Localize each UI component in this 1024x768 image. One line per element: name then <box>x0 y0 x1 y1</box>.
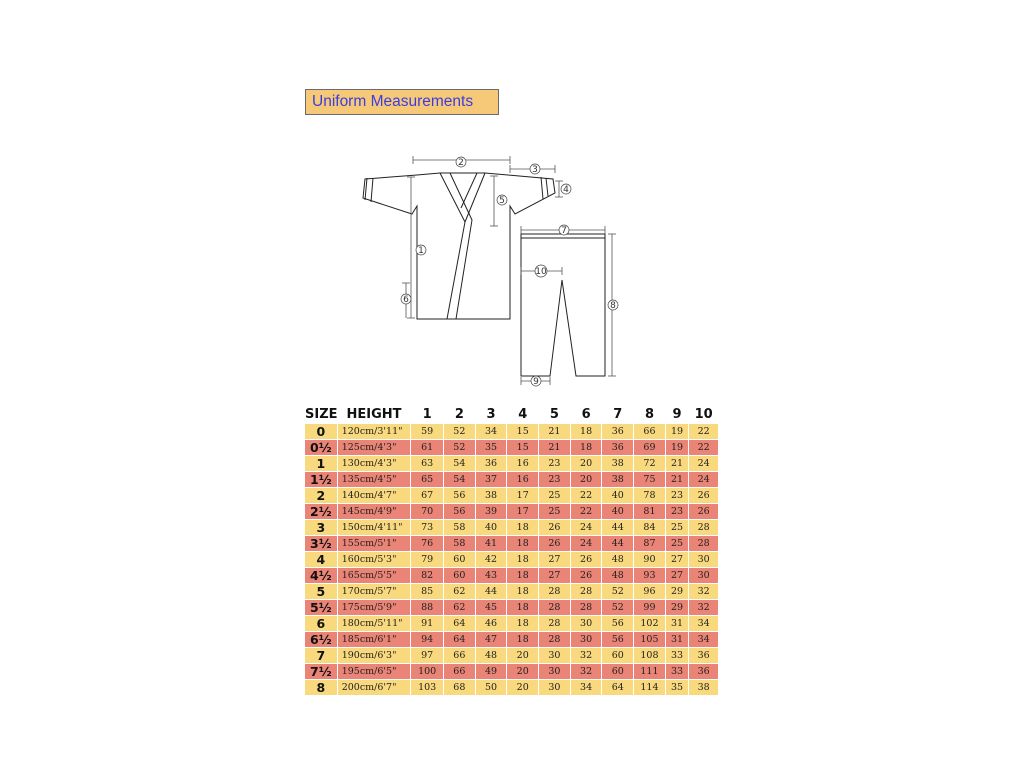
value-cell: 24 <box>570 520 602 536</box>
size-cell: 0 <box>305 424 338 440</box>
uniform-diagram <box>355 150 625 390</box>
value-cell: 64 <box>444 616 476 632</box>
value-cell: 50 <box>475 680 507 696</box>
marker-3 <box>530 164 540 175</box>
height-cell: 190cm/6'3" <box>337 648 411 664</box>
value-cell: 15 <box>507 440 539 456</box>
height-cell: 160cm/5'3" <box>337 552 411 568</box>
value-cell: 29 <box>665 600 689 616</box>
size-cell: 1 <box>305 456 338 472</box>
jacket-drawing <box>363 173 555 319</box>
svg-text:5: 5 <box>499 196 505 206</box>
value-cell: 78 <box>634 488 666 504</box>
value-cell: 66 <box>444 664 476 680</box>
value-cell: 41 <box>475 536 507 552</box>
value-cell: 61 <box>411 440 444 456</box>
value-cell: 108 <box>634 648 666 664</box>
value-cell: 28 <box>689 536 719 552</box>
value-cell: 62 <box>444 600 476 616</box>
header-size: SIZE <box>305 407 338 422</box>
value-cell: 66 <box>634 424 666 440</box>
value-cell: 56 <box>444 504 476 520</box>
svg-text:6: 6 <box>403 295 409 305</box>
height-cell: 150cm/4'11" <box>337 520 411 536</box>
header-col-7: 7 <box>602 406 634 424</box>
size-cell: 1½ <box>305 472 338 488</box>
value-cell: 99 <box>634 600 666 616</box>
height-cell: 165cm/5'5" <box>337 568 411 584</box>
value-cell: 20 <box>570 472 602 488</box>
value-cell: 34 <box>689 632 719 648</box>
value-cell: 21 <box>539 424 571 440</box>
table-row <box>305 680 719 696</box>
value-cell: 93 <box>634 568 666 584</box>
value-cell: 62 <box>444 584 476 600</box>
value-cell: 24 <box>689 456 719 472</box>
value-cell: 27 <box>665 552 689 568</box>
value-cell: 48 <box>602 568 634 584</box>
value-cell: 29 <box>665 584 689 600</box>
value-cell: 114 <box>634 680 666 696</box>
value-cell: 23 <box>539 472 571 488</box>
svg-text:1: 1 <box>418 246 424 256</box>
value-cell: 22 <box>689 424 719 440</box>
marker-4 <box>561 184 571 195</box>
value-cell: 47 <box>475 632 507 648</box>
size-cell: 8 <box>305 680 338 696</box>
height-cell: 130cm/4'3" <box>337 456 411 472</box>
value-cell: 28 <box>539 616 571 632</box>
size-cell: 4½ <box>305 568 338 584</box>
value-cell: 27 <box>665 568 689 584</box>
value-cell: 26 <box>539 536 571 552</box>
value-cell: 30 <box>689 552 719 568</box>
value-cell: 90 <box>634 552 666 568</box>
value-cell: 18 <box>507 584 539 600</box>
value-cell: 100 <box>411 664 444 680</box>
value-cell: 31 <box>665 632 689 648</box>
value-cell: 21 <box>539 440 571 456</box>
value-cell: 26 <box>570 568 602 584</box>
value-cell: 30 <box>539 664 571 680</box>
value-cell: 18 <box>570 440 602 456</box>
value-cell: 26 <box>689 488 719 504</box>
size-cell: 0½ <box>305 440 338 456</box>
marker-2 <box>456 157 466 168</box>
value-cell: 72 <box>634 456 666 472</box>
size-chart-table <box>304 405 719 696</box>
value-cell: 17 <box>507 488 539 504</box>
value-cell: 56 <box>602 616 634 632</box>
value-cell: 33 <box>665 648 689 664</box>
value-cell: 44 <box>602 520 634 536</box>
value-cell: 32 <box>689 600 719 616</box>
value-cell: 27 <box>539 568 571 584</box>
value-cell: 17 <box>507 504 539 520</box>
value-cell: 23 <box>665 504 689 520</box>
value-cell: 15 <box>507 424 539 440</box>
value-cell: 26 <box>689 504 719 520</box>
value-cell: 18 <box>507 616 539 632</box>
value-cell: 28 <box>539 600 571 616</box>
value-cell: 23 <box>539 456 571 472</box>
table-row <box>305 472 719 488</box>
value-cell: 54 <box>444 456 476 472</box>
value-cell: 22 <box>570 504 602 520</box>
value-cell: 18 <box>570 424 602 440</box>
value-cell: 60 <box>444 568 476 584</box>
table-row <box>305 648 719 664</box>
size-cell: 7 <box>305 648 338 664</box>
value-cell: 25 <box>665 520 689 536</box>
table-row <box>305 520 719 536</box>
size-cell: 2 <box>305 488 338 504</box>
svg-text:10: 10 <box>535 267 547 277</box>
value-cell: 30 <box>570 632 602 648</box>
value-cell: 69 <box>634 440 666 456</box>
value-cell: 25 <box>539 504 571 520</box>
value-cell: 97 <box>411 648 444 664</box>
value-cell: 32 <box>570 648 602 664</box>
value-cell: 45 <box>475 600 507 616</box>
value-cell: 60 <box>602 648 634 664</box>
value-cell: 85 <box>411 584 444 600</box>
value-cell: 44 <box>475 584 507 600</box>
value-cell: 19 <box>665 440 689 456</box>
value-cell: 32 <box>689 584 719 600</box>
value-cell: 59 <box>411 424 444 440</box>
value-cell: 36 <box>602 424 634 440</box>
svg-text:8: 8 <box>610 301 616 311</box>
value-cell: 25 <box>539 488 571 504</box>
height-cell: 125cm/4'3" <box>337 440 411 456</box>
value-cell: 54 <box>444 472 476 488</box>
value-cell: 40 <box>602 504 634 520</box>
header-col-1: 1 <box>411 406 444 424</box>
table-row <box>305 552 719 568</box>
height-cell: 195cm/6'5" <box>337 664 411 680</box>
value-cell: 40 <box>602 488 634 504</box>
value-cell: 18 <box>507 552 539 568</box>
header-col-5: 5 <box>539 406 571 424</box>
value-cell: 48 <box>475 648 507 664</box>
value-cell: 26 <box>570 552 602 568</box>
svg-text:7: 7 <box>561 226 567 236</box>
value-cell: 91 <box>411 616 444 632</box>
table-row <box>305 504 719 520</box>
header-col-2: 2 <box>444 406 476 424</box>
marker-5 <box>497 195 507 206</box>
value-cell: 32 <box>570 664 602 680</box>
table-row <box>305 632 719 648</box>
header-height: HEIGHT <box>337 406 411 424</box>
value-cell: 35 <box>665 680 689 696</box>
value-cell: 43 <box>475 568 507 584</box>
value-cell: 33 <box>665 664 689 680</box>
value-cell: 52 <box>602 584 634 600</box>
header-col-8: 8 <box>634 406 666 424</box>
height-cell: 140cm/4'7" <box>337 488 411 504</box>
value-cell: 82 <box>411 568 444 584</box>
size-cell: 6 <box>305 616 338 632</box>
size-cell: 5 <box>305 584 338 600</box>
value-cell: 34 <box>475 424 507 440</box>
value-cell: 21 <box>665 472 689 488</box>
header-col-9: 9 <box>665 406 689 424</box>
value-cell: 44 <box>602 536 634 552</box>
value-cell: 20 <box>570 456 602 472</box>
value-cell: 58 <box>444 536 476 552</box>
value-cell: 60 <box>444 552 476 568</box>
table-row <box>305 536 719 552</box>
value-cell: 38 <box>689 680 719 696</box>
table-row <box>305 616 719 632</box>
marker-8 <box>608 300 618 311</box>
svg-text:9: 9 <box>533 377 539 387</box>
value-cell: 73 <box>411 520 444 536</box>
header-col-3: 3 <box>475 406 507 424</box>
height-cell: 175cm/5'9" <box>337 600 411 616</box>
size-cell: 6½ <box>305 632 338 648</box>
value-cell: 94 <box>411 632 444 648</box>
page-title: Uniform Measurements <box>305 89 499 115</box>
value-cell: 28 <box>570 600 602 616</box>
height-cell: 145cm/4'9" <box>337 504 411 520</box>
height-cell: 155cm/5'1" <box>337 536 411 552</box>
height-cell: 120cm/3'11" <box>337 424 411 440</box>
value-cell: 65 <box>411 472 444 488</box>
value-cell: 30 <box>689 568 719 584</box>
table-row <box>305 584 719 600</box>
value-cell: 42 <box>475 552 507 568</box>
value-cell: 63 <box>411 456 444 472</box>
marker-6 <box>401 294 411 305</box>
value-cell: 58 <box>444 520 476 536</box>
table-row <box>305 568 719 584</box>
value-cell: 19 <box>665 424 689 440</box>
value-cell: 36 <box>689 664 719 680</box>
value-cell: 16 <box>507 456 539 472</box>
value-cell: 48 <box>602 552 634 568</box>
value-cell: 103 <box>411 680 444 696</box>
value-cell: 28 <box>539 632 571 648</box>
height-cell: 135cm/4'5" <box>337 472 411 488</box>
value-cell: 64 <box>602 680 634 696</box>
table-row <box>305 424 719 440</box>
marker-1 <box>416 245 426 256</box>
value-cell: 34 <box>570 680 602 696</box>
size-cell: 3½ <box>305 536 338 552</box>
value-cell: 66 <box>444 648 476 664</box>
value-cell: 56 <box>602 632 634 648</box>
height-cell: 180cm/5'11" <box>337 616 411 632</box>
value-cell: 76 <box>411 536 444 552</box>
header-col-10: 10 <box>689 406 719 424</box>
value-cell: 30 <box>539 648 571 664</box>
value-cell: 84 <box>634 520 666 536</box>
value-cell: 111 <box>634 664 666 680</box>
pants-drawing <box>521 234 605 376</box>
value-cell: 52 <box>602 600 634 616</box>
value-cell: 88 <box>411 600 444 616</box>
table-row <box>305 600 719 616</box>
value-cell: 34 <box>689 616 719 632</box>
value-cell: 31 <box>665 616 689 632</box>
value-cell: 20 <box>507 680 539 696</box>
value-cell: 23 <box>665 488 689 504</box>
value-cell: 20 <box>507 648 539 664</box>
value-cell: 38 <box>602 456 634 472</box>
value-cell: 22 <box>689 440 719 456</box>
value-cell: 96 <box>634 584 666 600</box>
value-cell: 67 <box>411 488 444 504</box>
value-cell: 28 <box>689 520 719 536</box>
value-cell: 68 <box>444 680 476 696</box>
size-cell: 3 <box>305 520 338 536</box>
table-row <box>305 488 719 504</box>
value-cell: 40 <box>475 520 507 536</box>
size-cell: 5½ <box>305 600 338 616</box>
marker-10 <box>535 265 547 277</box>
value-cell: 70 <box>411 504 444 520</box>
value-cell: 52 <box>444 440 476 456</box>
value-cell: 102 <box>634 616 666 632</box>
value-cell: 37 <box>475 472 507 488</box>
value-cell: 18 <box>507 536 539 552</box>
value-cell: 24 <box>689 472 719 488</box>
value-cell: 60 <box>602 664 634 680</box>
value-cell: 38 <box>475 488 507 504</box>
value-cell: 20 <box>507 664 539 680</box>
dimension-lines <box>402 156 616 385</box>
header-col-4: 4 <box>507 406 539 424</box>
value-cell: 79 <box>411 552 444 568</box>
value-cell: 87 <box>634 536 666 552</box>
value-cell: 64 <box>444 632 476 648</box>
header-col-6: 6 <box>570 406 602 424</box>
value-cell: 18 <box>507 520 539 536</box>
value-cell: 36 <box>602 440 634 456</box>
value-cell: 30 <box>570 616 602 632</box>
height-cell: 185cm/6'1" <box>337 632 411 648</box>
value-cell: 35 <box>475 440 507 456</box>
table-body <box>305 424 719 696</box>
value-cell: 52 <box>444 424 476 440</box>
value-cell: 27 <box>539 552 571 568</box>
value-cell: 25 <box>665 536 689 552</box>
value-cell: 38 <box>602 472 634 488</box>
table-header <box>305 406 719 424</box>
value-cell: 56 <box>444 488 476 504</box>
table-row <box>305 456 719 472</box>
value-cell: 18 <box>507 568 539 584</box>
svg-text:2: 2 <box>458 158 464 168</box>
size-cell: 7½ <box>305 664 338 680</box>
value-cell: 28 <box>570 584 602 600</box>
value-cell: 24 <box>570 536 602 552</box>
value-cell: 16 <box>507 472 539 488</box>
value-cell: 81 <box>634 504 666 520</box>
value-cell: 46 <box>475 616 507 632</box>
svg-text:3: 3 <box>532 165 538 175</box>
value-cell: 105 <box>634 632 666 648</box>
table-row <box>305 440 719 456</box>
value-cell: 18 <box>507 600 539 616</box>
value-cell: 18 <box>507 632 539 648</box>
table-row <box>305 664 719 680</box>
value-cell: 75 <box>634 472 666 488</box>
value-cell: 21 <box>665 456 689 472</box>
value-cell: 39 <box>475 504 507 520</box>
value-cell: 28 <box>539 584 571 600</box>
svg-text:4: 4 <box>563 185 569 195</box>
value-cell: 30 <box>539 680 571 696</box>
size-cell: 4 <box>305 552 338 568</box>
value-cell: 49 <box>475 664 507 680</box>
value-cell: 36 <box>475 456 507 472</box>
value-cell: 22 <box>570 488 602 504</box>
header-row <box>305 406 719 424</box>
value-cell: 36 <box>689 648 719 664</box>
height-cell: 170cm/5'7" <box>337 584 411 600</box>
size-cell: 2½ <box>305 504 338 520</box>
height-cell: 200cm/6'7" <box>337 680 411 696</box>
marker-9 <box>531 376 541 387</box>
value-cell: 26 <box>539 520 571 536</box>
